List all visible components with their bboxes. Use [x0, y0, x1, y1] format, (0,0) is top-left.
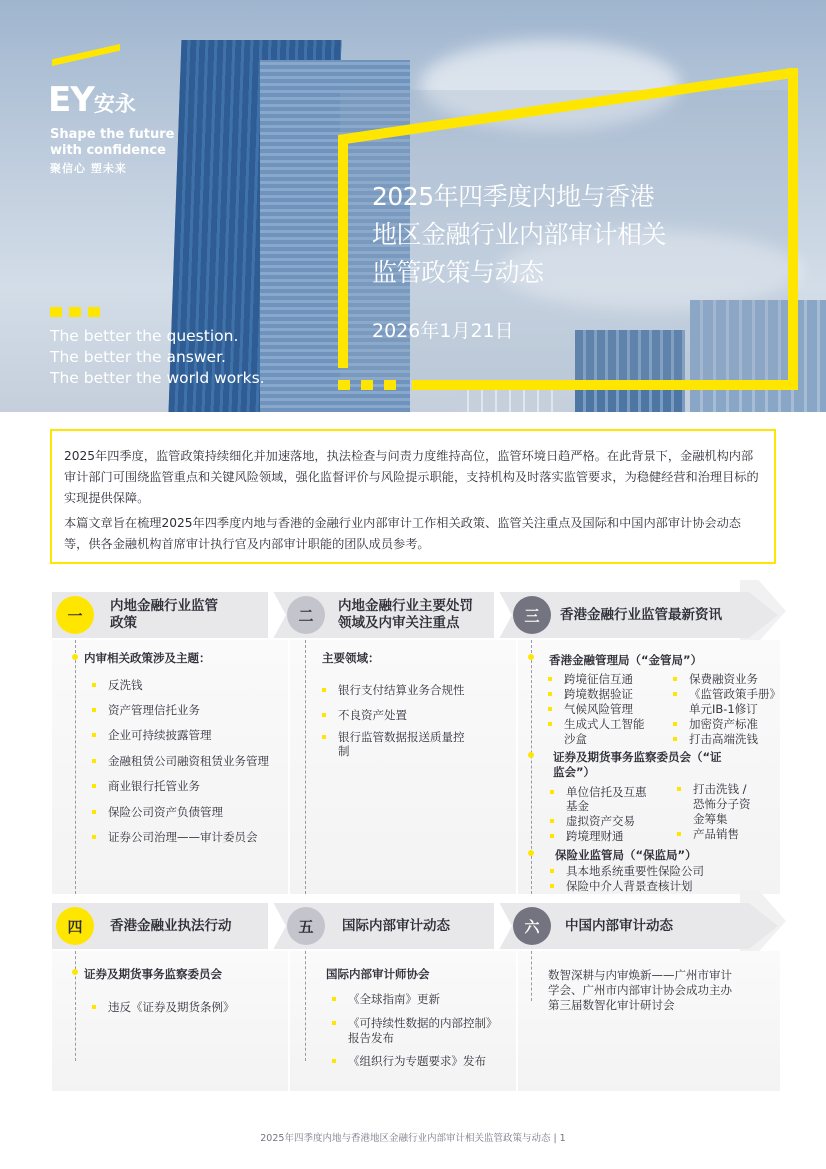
- intro-box: [50, 429, 776, 564]
- list-item-continuation: 沙盒: [564, 732, 587, 746]
- section-subheading: 主要领域：: [322, 651, 380, 665]
- section-title-line: 内地金融行业主要处罚: [338, 598, 473, 614]
- list-item: 违反《证券及期货条例》: [108, 1000, 235, 1014]
- section-number: 一: [56, 596, 94, 634]
- section-subheading: 保险业监管局（“保监局”）: [555, 848, 697, 862]
- section-title: 香港金融行业监管最新资讯: [560, 607, 722, 623]
- brand-tagline-cn: 聚信心 塑未来: [50, 162, 127, 175]
- accent-square: [338, 380, 350, 390]
- timeline-dot: [72, 969, 78, 975]
- list-item: 跨境数据验证: [564, 687, 633, 701]
- list-item: 《可持续性数据的内部控制》: [348, 1016, 498, 1030]
- intro-paragraph: 本篇文章旨在梳理2025年四季度内地与香港的金融行业内部审计工作相关政策、监管关注重点及国际和中国内部审计协会动态等，供各金融机构首席审计执行官及内部审计职能的团队成员参考。: [64, 516, 741, 551]
- section-number: 六: [513, 907, 551, 945]
- yellow-frame: [338, 136, 348, 368]
- title-line: 监管政策与动态: [372, 258, 544, 287]
- list-item: 气候风险管理: [564, 702, 633, 716]
- section-title: 国际内部审计动态: [342, 918, 450, 934]
- section-subheading: [553, 750, 722, 780]
- accent-square: [88, 307, 100, 317]
- list-item: 生成式人工智能: [564, 717, 645, 731]
- subheading-line: 证券及期货事务监察委员会（“证: [553, 750, 722, 764]
- list-item: 《全球指南》更新: [348, 992, 440, 1006]
- ey-logo-beam: [52, 44, 120, 66]
- accent-square: [384, 380, 396, 390]
- title-line: 2025年四季度内地与香港: [372, 182, 655, 211]
- list-item: 打击高端洗钱: [689, 732, 758, 746]
- list-item: 银行支付结算业务合规性: [338, 683, 465, 697]
- timeline-line: [305, 640, 306, 894]
- section-number: 二: [287, 596, 325, 634]
- list-item: 证券公司治理——审计委员会: [108, 830, 258, 844]
- list-item-continuation: 基金: [566, 799, 589, 813]
- intro-paragraph: 2025年四季度，监管政策持续细化并加速落地，执法检查与问责力度维持高位，监管环境日趋严格。在此背景下，金融机构内部审计部门可围绕监管重点和关键风险领域，强化监督评价与风险提示职能，支持机构及时落实监管要求，为稳健经营和治理目标的实现提供保障。: [64, 449, 759, 505]
- list-item: 不良资产处置: [338, 708, 407, 722]
- timeline-dot: [72, 654, 78, 660]
- list-item: 加密资产标准: [689, 717, 758, 731]
- list-item-continuation: 制: [338, 744, 350, 758]
- timeline-dot: [528, 654, 534, 660]
- section-title: [338, 598, 473, 632]
- list-item: 资产管理信托业务: [108, 703, 200, 717]
- motto-line: The better the answer.: [50, 348, 226, 366]
- motto-line: The better the question.: [50, 327, 239, 345]
- title-line: 地区金融行业内部审计相关: [372, 220, 667, 249]
- timeline-dot: [528, 850, 534, 856]
- list-item: 企业可持续披露管理: [108, 728, 212, 742]
- motto-line: The better the world works.: [50, 369, 265, 387]
- section-subheading: 香港金融管理局（“金管局”）: [549, 653, 703, 667]
- section-subheading: 国际内部审计师协会: [326, 967, 430, 981]
- publish-date: 2026年1月21日: [372, 320, 514, 342]
- list-item: 保险公司资产负债管理: [108, 805, 223, 819]
- timeline-line: [305, 951, 306, 1061]
- list-item: 银行监管数据报送质量控: [338, 730, 465, 744]
- section-number: 五: [287, 907, 325, 945]
- brand-motto: [50, 326, 265, 389]
- timeline-line: [75, 951, 76, 1061]
- section-title-line: 领域及内审关注重点: [338, 615, 460, 631]
- page-title: [372, 178, 772, 292]
- timeline-dot: [528, 752, 534, 758]
- cover-hero: [0, 0, 826, 412]
- ey-logo: [48, 80, 136, 120]
- news-item: [548, 968, 732, 1013]
- list-item: 《监管政策手册》: [689, 687, 781, 701]
- list-item: 跨境征信互通: [564, 672, 633, 686]
- list-item: 《组织行为专题要求》发布: [348, 1054, 486, 1068]
- tagline-line: Shape the future: [50, 127, 175, 142]
- timeline-line: [75, 640, 76, 894]
- list-item: 保费融资业务: [689, 672, 758, 686]
- section-subheading: 内审相关政策涉及主题：: [84, 651, 211, 665]
- accent-square: [69, 307, 81, 317]
- section-title: 香港金融业执法行动: [110, 918, 232, 934]
- news-line: 数智深耕与内审焕新——广州市审计: [548, 968, 732, 982]
- subheading-line: 监会”）: [553, 765, 596, 779]
- section-title: [110, 598, 218, 632]
- news-line: 第三届数智化审计研讨会: [548, 998, 675, 1012]
- news-line: 学会、广州市内部审计协会成功主办: [548, 983, 732, 997]
- list-item: 打击洗钱 /: [693, 782, 747, 796]
- list-item: 商业银行托管业务: [108, 779, 200, 793]
- list-item-continuation: 恐怖分子资: [693, 797, 751, 811]
- section-subheading: 证券及期货事务监察委员会: [84, 967, 222, 981]
- timeline-line: [531, 951, 532, 1001]
- yellow-frame: [412, 380, 798, 390]
- section-title: 中国内部审计动态: [565, 918, 673, 934]
- list-item-continuation: 金筹集: [693, 812, 728, 826]
- section-title-line: 内地金融行业监管: [110, 598, 218, 614]
- section-number: 四: [56, 907, 94, 945]
- brand-tagline: [50, 127, 174, 159]
- list-item: 虚拟资产交易: [566, 814, 635, 828]
- list-item: 产品销售: [693, 827, 739, 841]
- accent-square: [361, 380, 373, 390]
- logo-text: EY: [48, 80, 94, 120]
- yellow-frame: [788, 68, 798, 388]
- list-item-continuation: 报告发布: [348, 1031, 394, 1045]
- tagline-line: with confidence: [50, 143, 166, 158]
- list-item: 跨境理财通: [566, 829, 624, 843]
- list-item: 反洗钱: [108, 678, 143, 692]
- list-item: 金融租赁公司融资租赁业务管理: [108, 754, 269, 768]
- logo-cn-text: 安永: [93, 92, 136, 116]
- list-item: 保险中介人背景查核计划: [566, 879, 693, 893]
- page-footer: 2025年四季度内地与香港地区金融行业内部审计相关监管政策与动态 | 1: [260, 1133, 566, 1144]
- section-number: 三: [513, 596, 551, 634]
- column-bg: [290, 640, 516, 894]
- list-item: 具本地系统重要性保险公司: [566, 864, 704, 878]
- accent-square: [50, 307, 62, 317]
- list-item-continuation: 单元IB-1修订: [689, 702, 758, 716]
- list-item: 单位信托及互惠: [566, 785, 647, 799]
- section-title-line: 政策: [110, 615, 137, 631]
